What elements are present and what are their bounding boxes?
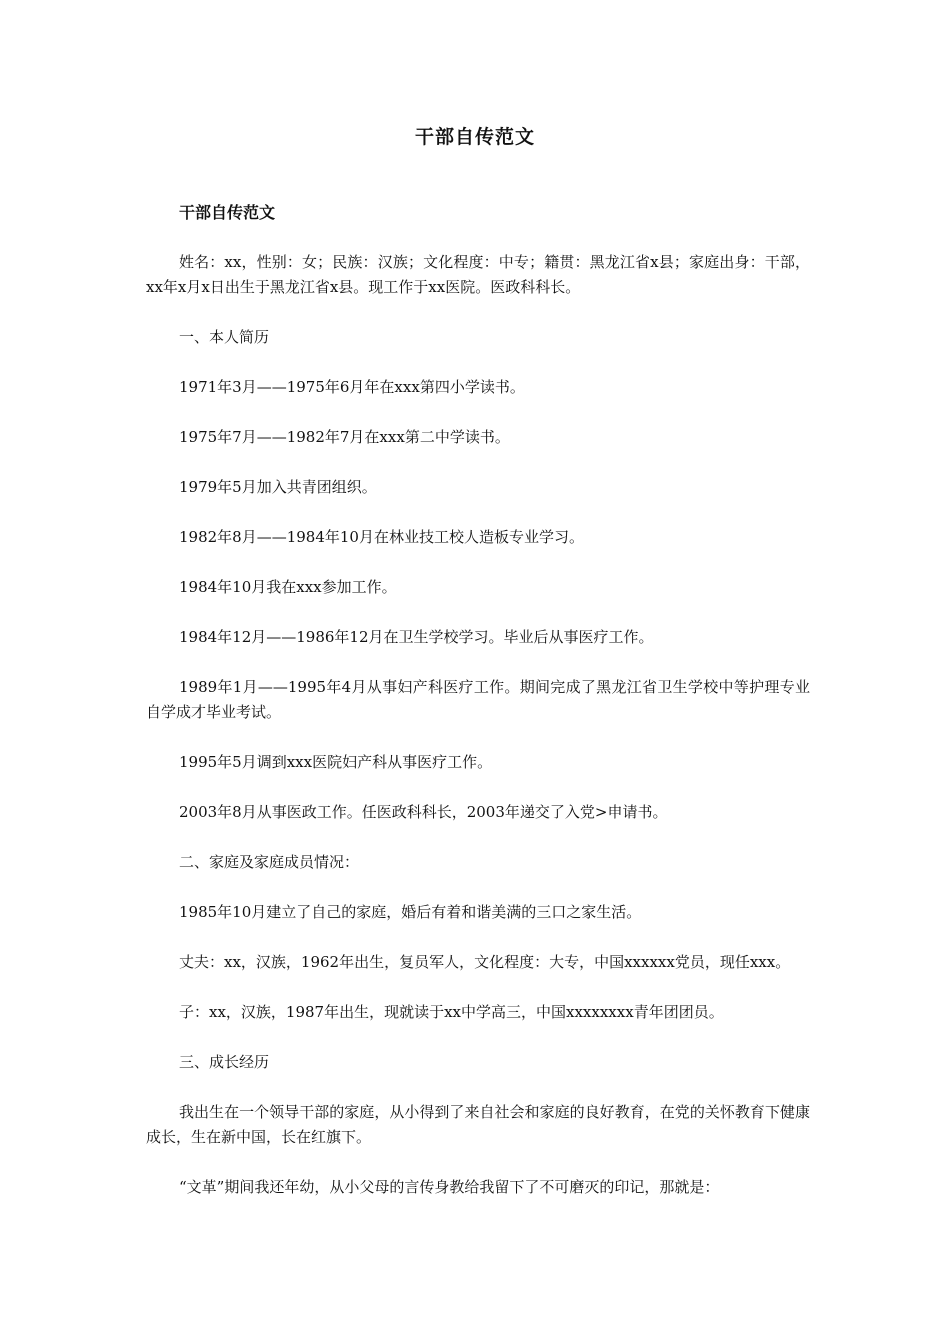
section-heading-family: 二、家庭及家庭成员情况： (179, 853, 360, 871)
paragraph-growth: 我出生在一个领导干部的家庭，从小得到了来自社会和家庭的良好教育，在党的关怀教育下健康成长，生在新中国，长在红旗下。 (146, 1103, 810, 1146)
paragraph-resume-item: 1995年5月调到xxx医院妇产科从事医疗工作。 (179, 753, 493, 771)
section-heading-resume: 一、本人简历 (179, 328, 270, 346)
paragraph-resume-item: 1984年10月我在xxx参加工作。 (179, 578, 397, 596)
section-heading-growth: 三、成长经历 (179, 1053, 270, 1071)
paragraph-resume-item: 2003年8月从事医政工作。任医政科科长，2003年递交了入党>申请书。 (179, 803, 668, 821)
paragraph-resume-item: 1989年1月——1995年4月从事妇产科医疗工作。期间完成了黑龙江省卫生学校中等护理专业自学成才毕业考试。 (146, 678, 810, 721)
paragraph-resume-item: 1975年7月——1982年7月在xxx第二中学读书。 (179, 428, 510, 446)
paragraph-family-item: 子：xx，汉族，1987年出生，现就读于xx中学高三，中国xxxxxxxx青年团团员。 (179, 1003, 724, 1021)
paragraph-personal-info: 姓名：xx，性别：女；民族：汉族；文化程度：中专；籍贯：黑龙江省x县；家庭出身：干部，xx年x月x日出生于黑龙江省x县。现工作于xx医院。医政科科长。 (146, 253, 810, 296)
paragraph-resume-item: 1979年5月加入共青团组织。 (179, 478, 377, 496)
document-title: 干部自传范文 (414, 126, 535, 148)
paragraph-resume-item: 1982年8月——1984年10月在林业技工校人造板专业学习。 (179, 528, 584, 546)
paragraph-resume-item: 1971年3月——1975年6月年在xxx第四小学读书。 (179, 378, 525, 396)
paragraph-growth: “文革”期间我还年幼，从小父母的言传身教给我留下了不可磨灭的印记，那就是： (179, 1178, 720, 1196)
paragraph-family-item: 1985年10月建立了自己的家庭，婚后有着和谐美满的三口之家生活。 (179, 903, 642, 921)
document-subheading: 干部自传范文 (179, 203, 276, 222)
paragraph-family-item: 丈夫：xx，汉族，1962年出生，复员军人，文化程度：大专，中国xxxxxx党员，现任xxx。 (179, 953, 791, 971)
document-body (146, 198, 810, 1225)
paragraph-resume-item: 1984年12月——1986年12月在卫生学校学习。毕业后从事医疗工作。 (179, 628, 654, 646)
